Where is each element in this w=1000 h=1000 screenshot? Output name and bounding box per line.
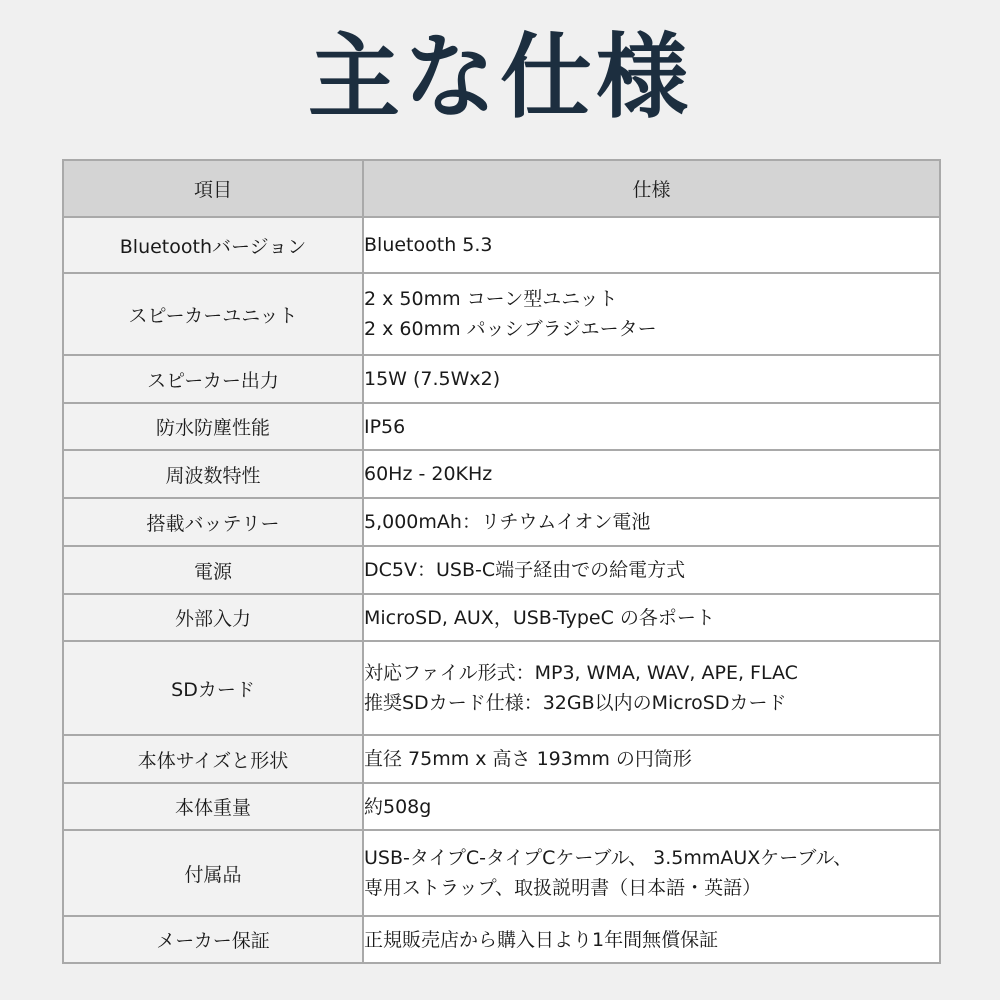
row-value-line: 2 x 60mm パッシブラジエーター: [364, 318, 657, 340]
column-header-item: 項目: [63, 160, 363, 217]
row-value-line: Bluetooth 5.3: [364, 234, 493, 256]
row-value-line: DC5V：USB-C端子経由での給電方式: [364, 559, 686, 581]
row-label: 周波数特性: [63, 450, 363, 498]
row-value-line: MicroSD, AUX，USB-TypeC の各ポート: [364, 606, 715, 629]
table-row: [63, 916, 940, 963]
table-row: [63, 403, 940, 450]
row-value: [363, 217, 940, 273]
table-row: [63, 217, 940, 273]
row-label: Bluetoothバージョン: [63, 217, 363, 273]
row-label: SDカード: [63, 641, 363, 735]
table-row: [63, 450, 940, 498]
row-value: [363, 783, 940, 830]
spec-table: [62, 159, 941, 964]
row-label: 搭載バッテリー: [63, 498, 363, 546]
row-value: [363, 916, 940, 963]
row-value-line: 正規販売店から購入日より1年間無償保証: [364, 928, 719, 951]
row-value: [363, 355, 940, 403]
row-label: 本体サイズと形状: [63, 735, 363, 783]
row-value-line: 専用ストラップ、取扱説明書（日本語・英語）: [364, 877, 762, 899]
row-label: スピーカーユニット: [63, 273, 363, 355]
row-value-line: 直径 75mm x 高さ 193mm の円筒形: [364, 748, 692, 770]
row-value: [363, 498, 940, 546]
table-row: [63, 498, 940, 546]
row-label: 防水防塵性能: [63, 403, 363, 450]
row-label: 外部入力: [63, 594, 363, 641]
row-value-line: IP56: [364, 415, 406, 438]
table-row: [63, 783, 940, 830]
table-row: [63, 735, 940, 783]
row-value-line: 15W (7.5Wx2): [364, 368, 501, 390]
row-value: [363, 594, 940, 641]
table-row: [63, 355, 940, 403]
row-value-line: USB-タイプC-タイプCケーブル、 3.5mmAUXケーブル、: [364, 847, 853, 869]
row-label: スピーカー出力: [63, 355, 363, 403]
row-value: [363, 273, 940, 355]
row-value: [363, 546, 940, 594]
page-title: 主な仕様: [307, 24, 692, 131]
row-value-line: 対応ファイル形式：MP3, WMA, WAV, APE, FLAC: [364, 662, 798, 684]
row-label: 電源: [63, 546, 363, 594]
table-row: [63, 273, 940, 355]
row-value-line: 推奨SDカード仕様：32GB以内のMicroSDカード: [364, 692, 787, 714]
table-row: [63, 641, 940, 735]
row-label: 本体重量: [63, 783, 363, 830]
table-row: [63, 594, 940, 641]
table-row: [63, 546, 940, 594]
row-value: [363, 450, 940, 498]
row-value: [363, 641, 940, 735]
column-header-spec: 仕様: [363, 160, 940, 217]
row-value-line: 60Hz - 20KHz: [364, 463, 493, 485]
row-label: 付属品: [63, 830, 363, 916]
row-value: [363, 830, 940, 916]
row-value: [363, 403, 940, 450]
table-header-row: [63, 160, 940, 217]
row-label: メーカー保証: [63, 916, 363, 963]
row-value-line: 2 x 50mm コーン型ユニット: [364, 288, 618, 310]
row-value: [363, 735, 940, 783]
row-value-line: 5,000mAh：リチウムイオン電池: [364, 511, 651, 533]
table-row: [63, 830, 940, 916]
row-value-line: 約508g: [364, 795, 432, 818]
